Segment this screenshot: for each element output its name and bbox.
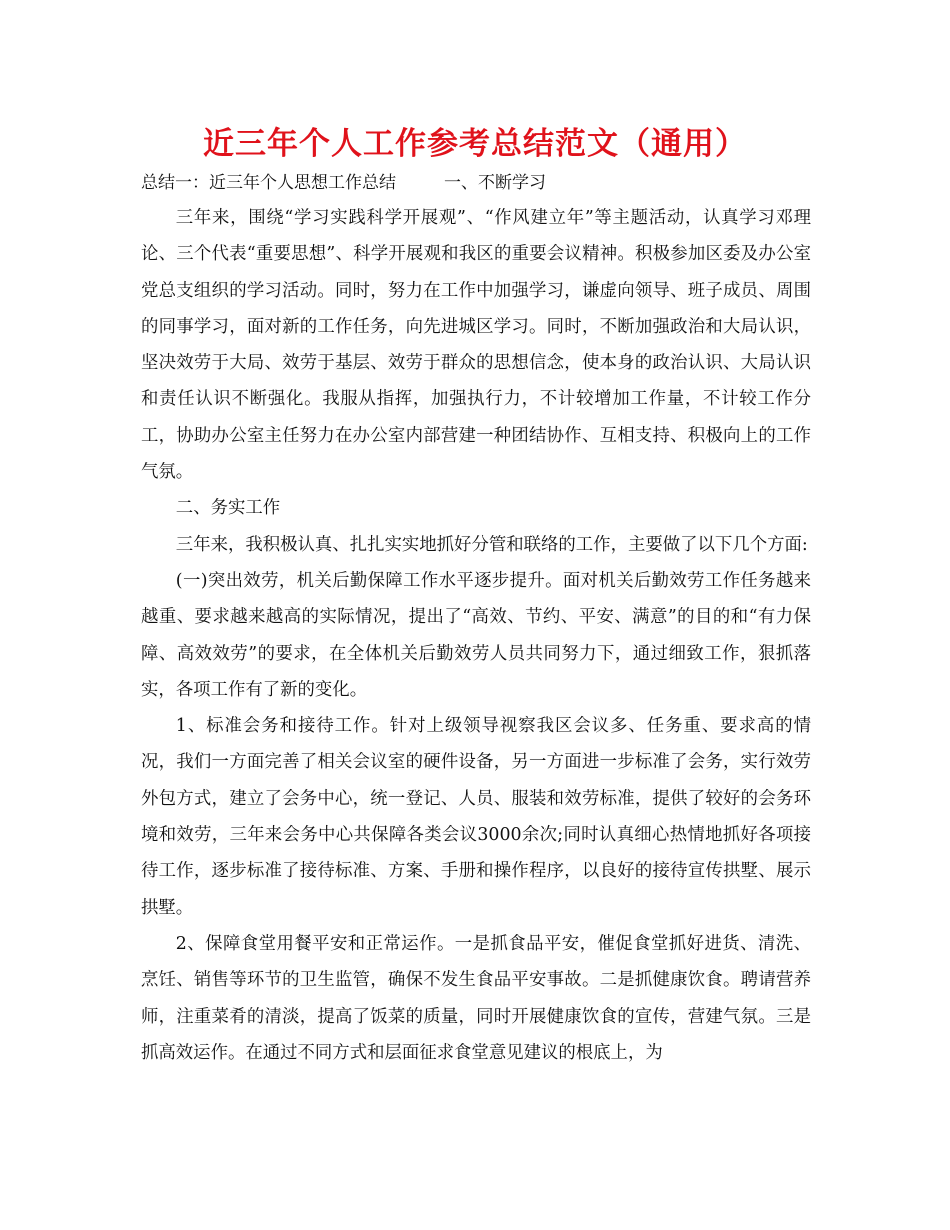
- section-heading: 总结一：近三年个人思想工作总结: [141, 173, 396, 193]
- document-title: 近三年个人工作参考总结范文（通用）: [203, 126, 747, 162]
- paragraph-study: 三年来，围绕“学习实践科学开展观”、“作风建立年”等主题活动，认真学习邓理论、三个代表“重要思想”、科学开展观和我区的重要会议精神。积极参加区委及办公室党总支组织的学习活动。同时，努力在工作中加强学习，谦虚向领导、班子成员、周围的同事学习，面对新的工作任务，向先进城区学习。同时，不断加强政治和大局认识，坚决效劳于大局、效劳于基层、效劳于群众的思想信念，使本身的政治认识、大局认识和责任认识不断强化。我服从指挥，加强执行力，不计较增加工作量，不计较工作分工，协助办公室主任努力在办公室内部营建一种团结协作、互相支持、积极向上的工作气氛。: [141, 208, 811, 483]
- paragraph-canteen: 2、保障食堂用餐平安和正常运作。一是抓食品平安，催促食堂抓好进货、清洗、烹饪、销售等环节的卫生监管，确保不发生食品平安事故。二是抓健康饮食。聘请营养师，注重菜肴的清淡，提高了饭菜的质量，同时开展健康饮食的宣传，营建气氛。三是抓高效运作。在通过不同方式和层面征求食堂意见建议的根底上，为: [141, 933, 811, 1063]
- section-heading-line: [141, 170, 821, 196]
- paragraph-logistics: (一)突出效劳，机关后勤保障工作水平逐步提升。面对机关后勤效劳工作任务越来越重、要求越来越高的实际情况，提出了“高效、节约、平安、满意”的目的和“有力保障、高效效劳”的要求，在全体机关后勤效劳人员共同努力下，通过细致工作，狠抓落实，各项工作有了新的变化。: [141, 570, 811, 700]
- paragraph-meetings: 1、标准会务和接待工作。针对上级领导视察我区会议多、任务重、要求高的情况，我们一方面完善了相关会议室的硬件设备，另一方面进一步标准了会务，实行效劳外包方式，建立了会务中心，统一登记、人员、服装和效劳标准，提供了较好的会务环境和效劳，三年来会务中心共保障各类会议3000余次;同时认真细心热情地抓好各项接待工作，逐步标准了接待标准、方案、手册和操作程序，以良好的接待宣传拱墅、展示拱墅。: [141, 716, 811, 918]
- section-subheading: 一、不断学习: [444, 173, 546, 193]
- heading-practical-work: 二、务实工作: [175, 498, 281, 519]
- document-body: [141, 200, 811, 1071]
- paragraph-intro-work: 三年来，我积极认真、扎扎实实地抓好分管和联络的工作，主要做了以下几个方面:: [175, 534, 808, 555]
